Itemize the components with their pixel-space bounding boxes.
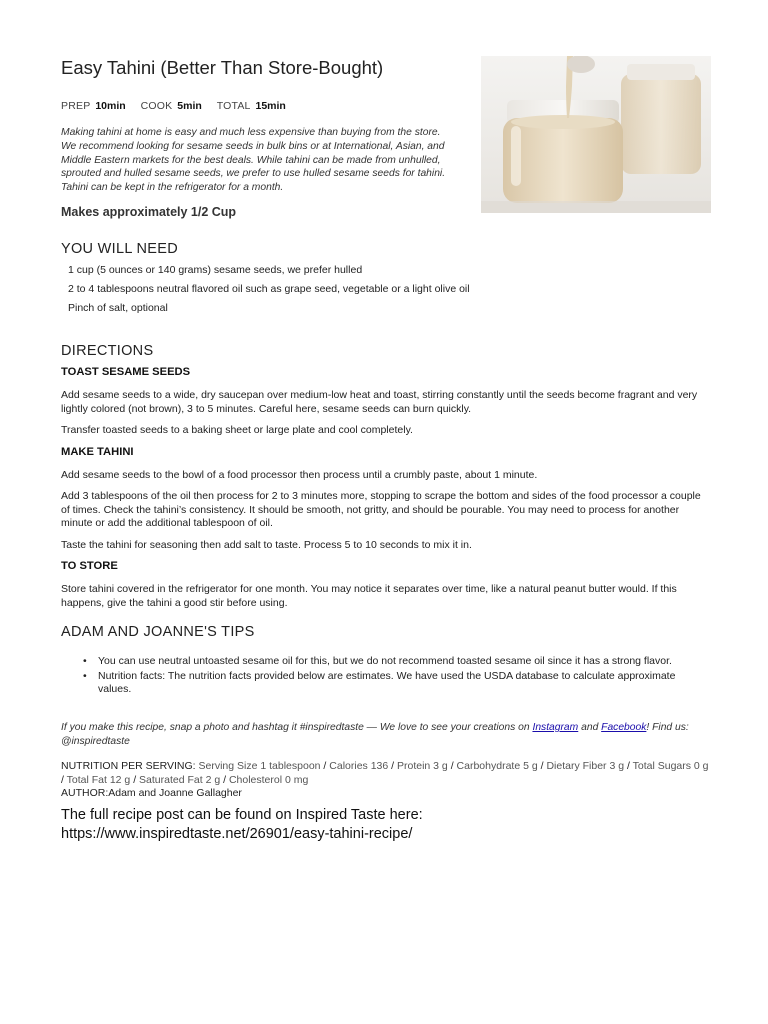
- nutrition-value: Calories 136: [329, 760, 389, 772]
- nutrition-value: Cholesterol 0 mg: [228, 773, 309, 786]
- store-step-1: Store tahini covered in the refrigerator for one month. You may notice it separates over time, like a natural peanut butter would. If this happens, give the tahini a good stir before using.: [61, 583, 677, 609]
- ingredients-heading: YOU WILL NEED: [61, 241, 178, 257]
- share-text: If you make this recipe, snap a photo and hashtag it #inspiredtaste — We love to see your creations on: [61, 722, 533, 733]
- recipe-url[interactable]: https://www.inspiredtaste.net/26901/easy-tahini-recipe/: [61, 826, 413, 842]
- store-heading: TO STORE: [61, 560, 118, 572]
- make-step-2: Add 3 tablespoons of the oil then process for 2 to 3 minutes more, stopping to scrape the bottom and sides of the food processor a couple of times. Check the tahini’s consistency. It should be smooth, not gritty, and should be pourable. You may need to process for another minute or add the additional tablespoon of oil.: [61, 490, 701, 529]
- nutrition-separator: /: [447, 760, 457, 772]
- total-label: TOTAL: [216, 100, 251, 112]
- nutrition-separator: /: [130, 773, 140, 786]
- tip-item: [83, 655, 708, 669]
- share-note: [61, 721, 711, 748]
- tip-item: [83, 670, 708, 697]
- make-step-3: Taste the tahini for seasoning then add salt to taste. Process 5 to 10 seconds to mix it in.: [61, 539, 472, 551]
- prep-label: PREP: [61, 100, 91, 112]
- source-footer: [61, 806, 711, 844]
- recipe-yield: Makes approximately 1/2 Cup: [61, 205, 237, 219]
- directions-heading: DIRECTIONS: [61, 343, 154, 359]
- nutrition-separator: /: [388, 760, 397, 772]
- nutrition-separator: /: [624, 760, 633, 772]
- tip-text: You can use neutral untoasted sesame oil for this, but we do not recommend toasted sesame oil since it has a strong flavor.: [98, 655, 672, 667]
- make-step-1: Add sesame seeds to the bowl of a food processor then process until a crumbly paste, about 1 minute.: [61, 469, 538, 481]
- toast-heading: TOAST SESAME SEEDS: [61, 366, 191, 378]
- ingredients-list: [68, 264, 708, 321]
- bullet-icon: •: [83, 655, 87, 667]
- nutrition-block: [61, 760, 711, 801]
- nutrition-separator: /: [320, 760, 330, 772]
- author-line: AUTHOR:Adam and Joanne Gallagher: [61, 787, 242, 799]
- cook-label: COOK: [140, 100, 173, 112]
- share-after: ! Find us: @inspiredtaste: [61, 722, 689, 747]
- tahini-jar-illustration: [481, 56, 711, 213]
- ingredient-item: 2 to 4 tablespoons neutral flavored oil such as grape seed, vegetable or a light olive oil: [68, 283, 470, 295]
- tips-list: [83, 655, 708, 698]
- toast-step-2: Transfer toasted seeds to a baking sheet or large plate and cool completely.: [61, 424, 413, 436]
- recipe-intro: Making tahini at home is easy and much less expensive than buying from the store. We recommend looking for sesame seeds in bulk bins or at International, Asian, and Middle Eastern markets for the best deals. While tahini can be made from unhulled, sprouted and hulled sesame seeds, we prefer to use hulled sesame seeds for tahini. Tahini can be kept in the refrigerator for a month.: [61, 127, 446, 194]
- toast-step-1: Add sesame seeds to a wide, dry saucepan over medium-low heat and toast, stirring constantly until the seeds become fragrant and very lightly colored (not brown), 3 to 5 minutes. Careful here, sesame seeds can burn quickly.: [61, 389, 698, 415]
- nutrition-value: Serving Size 1 tablespoon: [198, 760, 321, 772]
- nutrition-value: Carbohydrate 5 g: [456, 760, 538, 772]
- nutrition-label: NUTRITION PER SERVING:: [61, 760, 196, 772]
- share-and: and: [578, 722, 602, 733]
- cook-value: 5min: [177, 100, 202, 112]
- nutrition-value: Total Sugars 0 g: [632, 760, 709, 772]
- make-heading: MAKE TAHINI: [61, 446, 134, 458]
- recipe-times: [61, 100, 298, 112]
- nutrition-separator: /: [220, 773, 229, 786]
- tip-text: Nutrition facts: The nutrition facts provided below are estimates. We have used the USDA database to calculate approximate values.: [98, 669, 676, 695]
- tips-heading: ADAM AND JOANNE'S TIPS: [61, 624, 255, 640]
- total-value: 15min: [255, 100, 286, 112]
- footer-line-1: The full recipe post can be found on Inspired Taste here:: [61, 807, 423, 823]
- instagram-link[interactable]: Instagram: [532, 722, 579, 733]
- facebook-link[interactable]: Facebook: [601, 722, 647, 733]
- nutrition-value: Protein 3 g: [396, 760, 448, 772]
- nutrition-value: Total Fat 12 g: [66, 773, 131, 786]
- tahini-jar-photo: [481, 56, 711, 213]
- ingredient-item: Pinch of salt, optional: [68, 302, 168, 314]
- bullet-icon: •: [83, 669, 87, 682]
- nutrition-separator: /: [537, 760, 547, 772]
- ingredient-item: 1 cup (5 ounces or 140 grams) sesame seeds, we prefer hulled: [68, 264, 363, 276]
- nutrition-separator: /: [61, 773, 67, 786]
- nutrition-value: Dietary Fiber 3 g: [546, 760, 625, 772]
- nutrition-value: Saturated Fat 2 g: [139, 773, 221, 786]
- recipe-title: Easy Tahini (Better Than Store-Bought): [61, 57, 384, 78]
- prep-value: 10min: [95, 100, 126, 112]
